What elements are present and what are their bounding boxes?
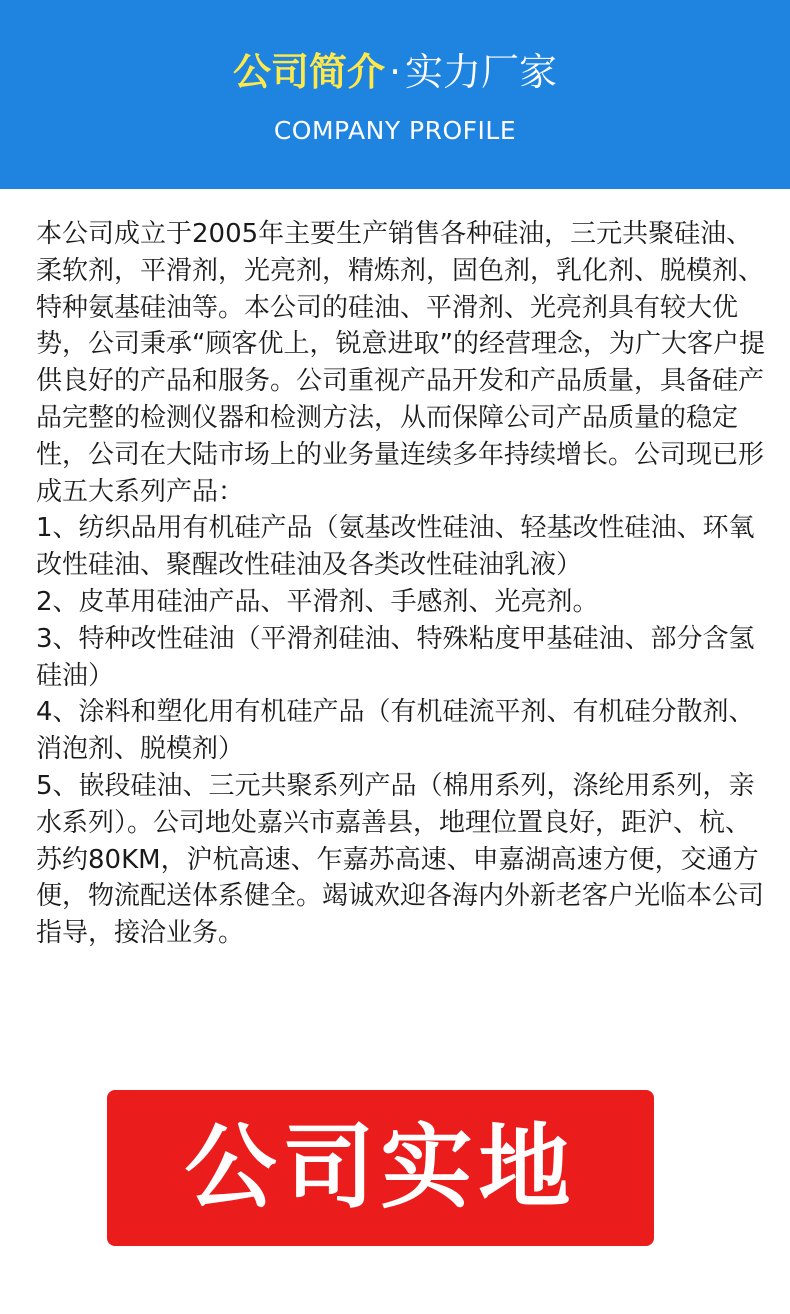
product-item-1: 1、纺织品用有机硅产品（氨基改性硅油、轻基改性硅油、环氧改性硅油、聚醒改性硅油及各类改性硅油乳液） [36,513,755,581]
company-profile-text [36,216,772,952]
intro-paragraph: 本公司成立于2005年主要生产销售各种硅油，三元共聚硅油、柔软剂，平滑剂，光亮剂，精炼剂，固色剂，乳化剂、脱模剂、特种氨基硅油等。本公司的硅油、平滑剂、光亮剂具有较大优势，公司秉承“顾客优上，锐意进取”的经营理念，为广大客户提供良好的产品和服务。公司重视产品开发和产品质量，具备硅产品完整的检测仪器和检测方法，从而保障公司产品质量的稳定性，公司在大陆市场上的业务量连续多年持续增长。公司现已形成五大系列产品： [36,219,765,507]
product-item-4: 4、涂料和塑化用有机硅产品（有机硅流平剂、有机硅分散剂、消泡剂、脱模剂） [36,697,755,765]
product-item-3: 3、特种改性硅油（平滑剂硅油、特殊粘度甲基硅油、部分含氢硅油） [36,623,755,691]
title-highlight: 公司简介 [232,50,385,94]
title-separator: · [388,50,402,94]
product-item-2: 2、皮革用硅油产品、平滑剂、手感剂、光亮剂。 [36,586,599,617]
banner-title [0,46,790,98]
title-rest: 实力厂家 [405,50,558,94]
company-site-button[interactable] [107,1090,654,1246]
banner-subtitle: COMPANY PROFILE [273,116,517,145]
company-site-label: 公司实地 [184,1114,577,1221]
header-banner [0,0,790,189]
product-item-5: 5、嵌段硅油、三元共聚系列产品（棉用系列，涤纶用系列，亲水系列）。公司地处嘉兴市嘉善县，地理位置良好，距沪、杭、苏约80KM，沪杭高速、乍嘉苏高速、申嘉湖高速方便，交通方便，物流配送体系健全。竭诚欢迎各海内外新老客户光临本公司指导，接洽业务。 [36,770,765,949]
